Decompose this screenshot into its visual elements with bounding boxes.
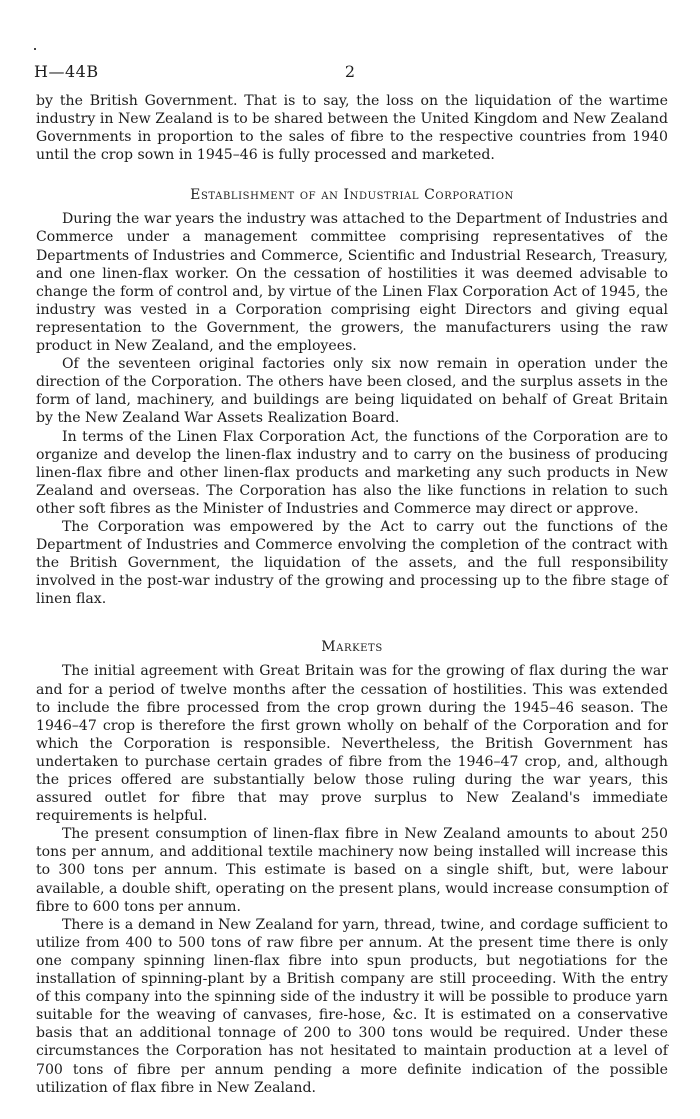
paragraph: The present consumption of linen-flax fibre in New Zealand amounts to about 250 tons per annum, and additional textile machinery now being installed will increase this to 300 tons per annum. This estimate is based on a single shift, but, were labour available, a double shift, operating on the present plans, would increase consumption of fibre to 600 tons per annum.	[36, 826, 668, 915]
paragraph: The initial agreement with Great Britain was for the growing of flax during the war and for a period of twelve months after the cessation of hostilities. This was extended to include the fibre processed from the crop grown during the 1945–46 season. The 1946–47 crop is therefore the first grown wholly on behalf of the Corporation and for which the Corporation is responsible. Nevertheless, the British Government has undertaken to purchase certain grades of fibre from the 1946–47 crop, and, although the prices offered are substantially below those ruling during the war years, this assured outlet for fibre that may prove surplus to New Zealand's immediate requirements is helpful.	[36, 663, 668, 825]
body-text	[36, 92, 668, 1097]
paragraph: There is a demand in New Zealand for yarn, thread, twine, and cordage sufficient to utilize from 400 to 500 tons of raw fibre per annum. At the present time there is only one company spinning linen-flax fibre into spun products, but negotiations for the installation of spinning-plant by a British company are still proceeding. With the entry of this company into the spinning side of the industry it will be possible to produce yarn suitable for the weaving of canvases, fire-hose, &c. It is estimated on a conservative basis that an additional tonnage of 200 to 300 tons would be required. Under these circumstances the Corporation has not hesitated to maintain production at a level of 700 tons of fibre per annum pending a more definite indication of the possible utilization of flax fibre in New Zealand.	[36, 916, 668, 1096]
print-mark	[34, 48, 36, 50]
paragraph: Of the seventeen original factories only six now remain in operation under the direction of the Corporation. The others have been closed, and the surplus assets in the form of land, machinery, and buildings are being liquidated on behalf of Great Britain by the New Zealand War Assets Realization Board.	[36, 356, 668, 427]
document-reference: H—44B	[34, 62, 99, 81]
section-heading-establishment: Establishment of an Industrial Corporation	[190, 187, 514, 204]
continuation-paragraph: by the British Government. That is to say, the loss on the liquidation of the wartime industry in New Zealand is to be shared between the United Kingdom and New Zealand Governments in proportion to the sales of fibre to the respective countries from 1940 until the crop sown in 1945–46 is fully processed and marketed.	[36, 93, 668, 164]
paragraph: During the war years the industry was attached to the Department of Industries and Commerce under a management committee comprising representatives of the Departments of Industries and Commerce, Scientific and Industrial Research, Treasury, and one linen-flax worker. On the cessation of hostilities it was deemed advisable to change the form of control and, by virtue of the Linen Flax Corporation Act of 1945, the industry was vested in a Corporation comprising eight Directors and giving equal representation to the Government, the growers, the manufacturers using the raw product in New Zealand, and the employees.	[36, 211, 668, 355]
paragraph: The Corporation was empowered by the Act to carry out the functions of the Department of Industries and Commerce envolving the completion of the contract with the British Government, the liquidation of the assets, and the full responsibility involved in the post-war industry of the growing and processing up to the fibre stage of linen flax.	[36, 518, 668, 608]
paragraph: In terms of the Linen Flax Corporation Act, the functions of the Corporation are to organize and develop the linen-flax industry and to carry on the business of producing linen-flax fibre and other linen-flax products and marketing any such products in New Zealand and overseas. The Corporation has also the like functions in relation to such other soft fibres as the Minister of Industries and Commerce may direct or approve.	[36, 428, 668, 517]
section-heading-markets: Markets	[321, 639, 383, 656]
page-number: 2	[344, 62, 356, 81]
